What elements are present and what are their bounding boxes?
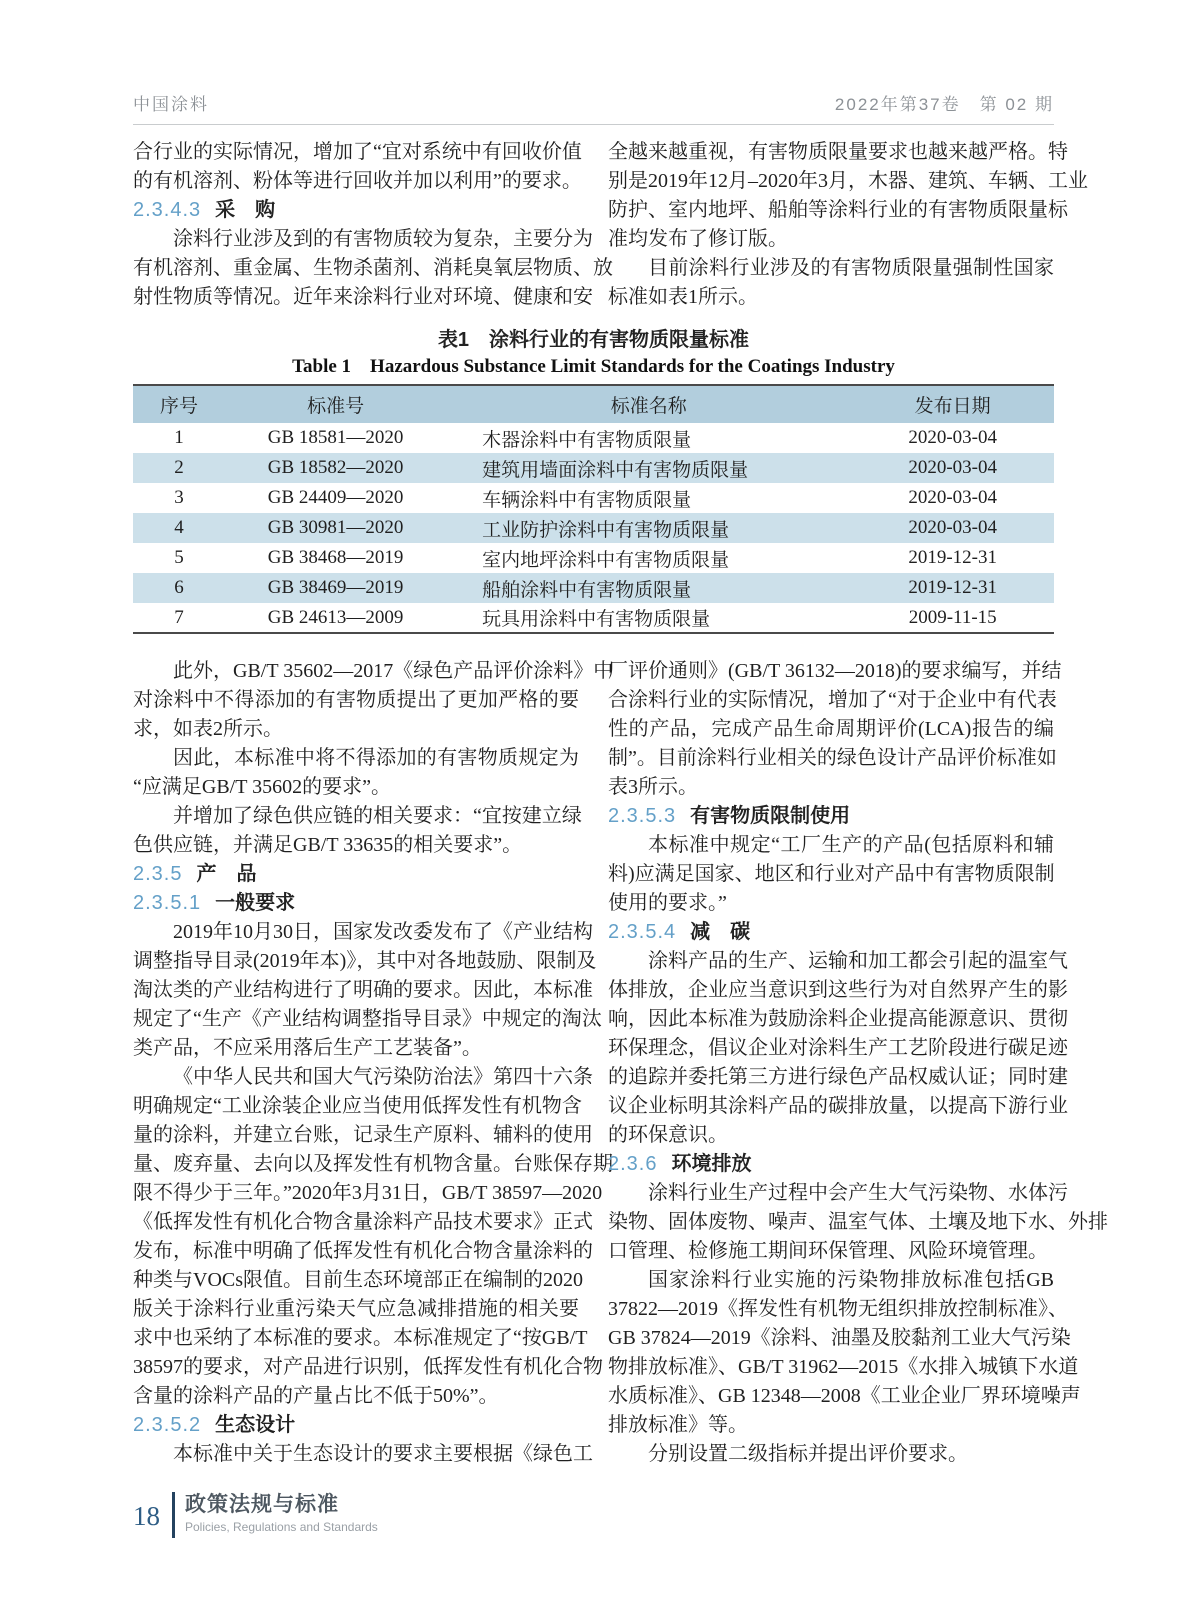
text-line: 口管理、检修施工期间环保管理、风险环境管理。 <box>608 1240 1048 1262</box>
text-line: 淘汰类的产业结构进行了明确的要求。因此，本标准 <box>133 979 593 1001</box>
table-cell: GB 18581—2020 <box>267 427 404 448</box>
text-line: 2019年10月30日，国家发改委发布了《产业结构 <box>173 921 593 943</box>
section-heading <box>133 860 579 889</box>
text-line: 求中也采纳了本标准的要求。本标准规定了“按GB/T <box>133 1327 588 1349</box>
text-line: 环保理念，倡议企业对涂料生产工艺阶段进行碳足迹 <box>608 1037 1068 1059</box>
table-cell: 2020-03-04 <box>908 427 997 448</box>
page-number: 18 <box>133 1501 160 1531</box>
text-line: 合行业的实际情况，增加了“宜对系统中有回收价值 <box>133 141 582 163</box>
text-line: 的环保意识。 <box>608 1124 728 1146</box>
table-cell: GB 18582—2020 <box>225 453 446 483</box>
hazardous-substance-standards-table <box>133 384 1054 634</box>
text-line: 此外，GB/T 35602—2017《绿色产品评价涂料》中 <box>173 660 614 682</box>
running-head <box>133 0 1054 125</box>
text-line: 目前涂料行业涉及的有害物质限量强制性国家 <box>648 257 1054 279</box>
text-line: 厂评价通则》(GB/T 36132—2018)的要求编写，并结 <box>608 660 1062 682</box>
text-line: 涂料行业生产过程中会产生大气污染物、水体污 <box>648 1182 1068 1204</box>
table-row <box>133 573 1054 603</box>
text-line: 使用的要求。” <box>608 892 727 914</box>
section-number: 2.3.5.4 <box>608 921 677 943</box>
table-cell: GB 24613—2009 <box>267 606 404 628</box>
section-title: 环境排放 <box>671 1153 752 1175</box>
table-cell: 工业防护涂料中有害物质限量 <box>446 513 851 543</box>
table-cell: 2019-12-31 <box>908 547 997 568</box>
section-number: 2.3.5.3 <box>608 805 677 827</box>
text-line: 种类与VOCs限值。目前生态环境部正在编制的2020 <box>133 1269 584 1291</box>
table-cell: 2009-11-15 <box>908 606 997 628</box>
table-1-block <box>133 327 1054 634</box>
table-row <box>133 483 1054 513</box>
table-cell: 6 <box>133 573 225 603</box>
table-caption-cn: 表1 涂料行业的有害物质限量标准 <box>437 329 750 351</box>
text-line: 响，因此本标准为鼓励涂料企业提高能源意识、贯彻 <box>608 1008 1068 1030</box>
text-line: 排放标准》等。 <box>608 1414 748 1436</box>
left-column-main <box>133 657 614 1469</box>
left-column-top <box>133 138 613 312</box>
footer-section-title: 政策法规与标准 <box>185 1493 339 1516</box>
table-cell: 木器涂料中有害物质限量 <box>482 429 692 451</box>
text-line: 明确规定“工业涂装企业应当使用低挥发性有机物含 <box>133 1095 582 1117</box>
footer-section-subtitle: Policies, Regulations and Standards <box>185 1520 378 1534</box>
text-line: 物排放标准》、GB/T 31962—2015《水排入城镇下水道 <box>608 1356 1079 1378</box>
text-line: 含量的涂料产品的产量占比不低于50%”。 <box>133 1385 499 1407</box>
table-cell: 2 <box>133 453 225 483</box>
section-title: 采 购 <box>215 199 276 221</box>
section-heading <box>133 196 579 225</box>
text-line: 性的产品，完成产品生命周期评价(LCA)报告的编 <box>608 718 1054 740</box>
text-line: 本标准中关于生态设计的要求主要根据《绿色工 <box>173 1443 593 1465</box>
table-caption-en: Table 1 Hazardous Substance Limit Standards for the Coatings Industry <box>292 356 895 377</box>
text-line: 量的涂料，并建立台账，记录生产原料、辅料的使用 <box>133 1124 593 1146</box>
text-line: 调整指导目录(2019年本)》，其中对各地鼓励、限制及 <box>133 950 597 972</box>
section-heading <box>608 1150 1054 1179</box>
section-title: 减 碳 <box>690 921 751 943</box>
text-line: 类产品，不应采用落后生产工艺装备”。 <box>133 1037 482 1059</box>
text-line: 求，如表2所示。 <box>133 718 283 740</box>
table-cell: 4 <box>133 513 225 543</box>
text-line: 射性物质等情况。近年来涂料行业对环境、健康和安 <box>133 286 593 308</box>
table-cell: 室内地坪涂料中有害物质限量 <box>482 549 730 571</box>
table-row <box>133 543 1054 573</box>
text-line: 别是2019年12月–2020年3月，木器、建筑、车辆、工业 <box>608 170 1088 192</box>
text-line: 发布，标准中明确了低挥发性有机化合物含量涂料的 <box>133 1240 593 1262</box>
text-line: 涂料行业涉及到的有害物质较为复杂，主要分为 <box>173 228 593 250</box>
journal-name: 中国涂料 <box>133 95 209 114</box>
table-row <box>133 603 1054 633</box>
table-cell: 车辆涂料中有害物质限量 <box>482 489 692 511</box>
table-header-row <box>133 385 1054 423</box>
text-line: 版关于涂料行业重污染天气应急减排措施的相关要 <box>133 1298 579 1320</box>
table-header-cell: 序号 <box>133 385 225 423</box>
right-column-main <box>608 657 1108 1469</box>
text-line: 有机溶剂、重金属、生物杀菌剂、消耗臭氧层物质、放 <box>133 257 613 279</box>
table-row <box>133 423 1054 453</box>
table-cell: 5 <box>174 547 184 568</box>
footer-section-block <box>185 1492 378 1536</box>
text-line: 标准如表1所示。 <box>608 286 758 308</box>
text-line: 国家涂料行业实施的污染物排放标准包括GB <box>648 1269 1054 1291</box>
table-cell: 7 <box>174 606 184 628</box>
text-line: 分别设置二级指标并提出评价要求。 <box>648 1443 968 1465</box>
text-line: 色供应链，并满足GB/T 33635的相关要求”。 <box>133 834 523 856</box>
table-cell: GB 24409—2020 <box>267 487 404 508</box>
section-number: 2.3.4.3 <box>133 199 202 221</box>
text-line: 量、废弃量、去向以及挥发性有机物含量。台账保存期 <box>133 1153 613 1175</box>
text-line: 制”。目前涂料行业相关的绿色设计产品评价标准如 <box>608 747 1057 769</box>
table-header-cell: 发布日期 <box>851 385 1054 423</box>
table-header-cell: 标准号 <box>225 385 446 423</box>
text-line: 防护、室内地坪、船舶等涂料行业的有害物质限量标 <box>608 199 1068 221</box>
top-text-section <box>133 138 1088 312</box>
section-number: 2.3.6 <box>608 1153 658 1175</box>
section-title: 有害物质限制使用 <box>690 805 851 827</box>
text-line: 《中华人民共和国大气污染防治法》第四十六条 <box>173 1066 593 1088</box>
text-line: 38597的要求，对产品进行识别，低挥发性有机化合物 <box>133 1356 603 1378</box>
text-line: 涂料产品的生产、运输和加工都会引起的温室气 <box>648 950 1068 972</box>
table-head <box>133 385 1054 423</box>
text-line: 的有机溶剂、粉体等进行回收并加以利用”的要求。 <box>133 170 582 192</box>
table-cell: 2020-03-04 <box>851 513 1054 543</box>
text-line: 限不得少于三年。”2020年3月31日，GB/T 38597—2020 <box>133 1182 603 1204</box>
section-heading <box>608 802 1054 831</box>
text-line: 37822—2019《挥发性有机物无组织排放控制标准》、 <box>608 1298 1068 1320</box>
text-line: 料)应满足国家、地区和行业对产品中有害物质限制 <box>608 863 1055 885</box>
text-line: 本标准中规定“工厂生产的产品(包括原料和辅 <box>648 834 1054 856</box>
table-header-cell: 标准名称 <box>446 385 851 423</box>
table-cell: 1 <box>174 427 184 448</box>
text-line: 议企业标明其涂料产品的碳排放量，以提高下游行业 <box>608 1095 1068 1117</box>
table-cell: 3 <box>174 487 184 508</box>
text-line: 并增加了绿色供应链的相关要求：“宜按建立绿 <box>173 805 582 827</box>
section-title: 生态设计 <box>215 1414 296 1436</box>
section-heading <box>608 918 1054 947</box>
footer-divider-bar <box>172 1492 175 1538</box>
page-footer <box>133 1492 378 1540</box>
section-heading <box>133 889 579 918</box>
table-cell: 玩具用涂料中有害物质限量 <box>482 609 711 630</box>
section-title: 一般要求 <box>215 892 296 914</box>
text-line: 规定了“生产《产业结构调整指导目录》中规定的淘汰 <box>133 1008 602 1030</box>
table-cell: 2020-03-04 <box>851 453 1054 483</box>
table-row <box>133 453 1054 483</box>
text-line: GB 37824—2019《涂料、油墨及胶黏剂工业大气污染 <box>608 1327 1071 1349</box>
text-line: 的追踪并委托第三方进行绿色产品权威认证；同时建 <box>608 1066 1068 1088</box>
section-number: 2.3.5.2 <box>133 1414 202 1436</box>
table-row <box>133 513 1054 543</box>
right-column-top <box>608 138 1088 312</box>
table-cell: 建筑用墙面涂料中有害物质限量 <box>446 453 851 483</box>
text-line: 对涂料中不得添加的有害物质提出了更加严格的要 <box>133 689 579 711</box>
table-body <box>133 423 1054 633</box>
table-cell: GB 38469—2019 <box>225 573 446 603</box>
section-title: 产 品 <box>196 863 257 885</box>
main-text-section <box>133 657 1108 1469</box>
text-line: 水质标准》、GB 12348—2008《工业企业厂界环境噪声 <box>608 1385 1081 1407</box>
text-line: “应满足GB/T 35602的要求”。 <box>133 776 391 798</box>
text-line: 因此，本标准中将不得添加的有害物质规定为 <box>173 747 579 769</box>
table-cell: GB 30981—2020 <box>225 513 446 543</box>
section-number: 2.3.5 <box>133 863 183 885</box>
text-line: 合涂料行业的实际情况，增加了“对于企业中有代表 <box>608 689 1057 711</box>
text-line: 表3所示。 <box>608 776 698 798</box>
text-line: 体排放，企业应当意识到这些行为对自然界产生的影 <box>608 979 1068 1001</box>
table-cell: 2019-12-31 <box>851 573 1054 603</box>
text-line: 全越来越重视，有害物质限量要求也越来越严格。特 <box>608 141 1068 163</box>
table-cell: 2020-03-04 <box>908 487 997 508</box>
text-line: 染物、固体废物、噪声、温室气体、土壤及地下水、外排 <box>608 1211 1108 1233</box>
issue-info: 2022年第37卷 第 02 期 <box>834 95 1054 114</box>
text-line: 《低挥发性有机化合物含量涂料产品技术要求》正式 <box>133 1211 593 1233</box>
section-heading <box>133 1411 579 1440</box>
text-line: 准均发布了修订版。 <box>608 228 788 250</box>
table-cell: 船舶涂料中有害物质限量 <box>446 573 851 603</box>
table-cell: GB 38468—2019 <box>267 547 404 568</box>
section-number: 2.3.5.1 <box>133 892 202 914</box>
